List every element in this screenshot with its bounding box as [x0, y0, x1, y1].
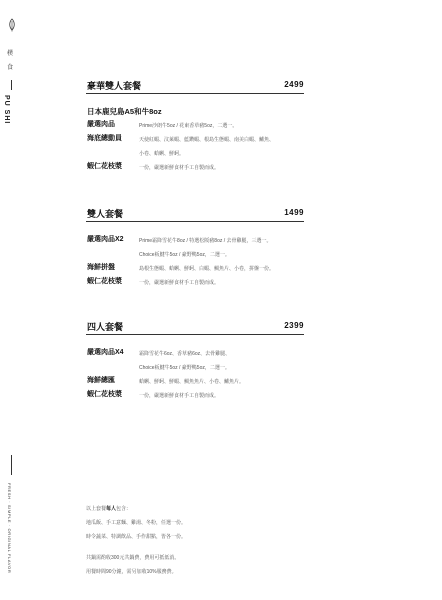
menu-item-label: 海底總動員 [87, 135, 122, 142]
menu-item-desc: Prime霜降雪花牛8oz / 特選松阪豬8oz / 去骨雞腿，三選一。 [139, 238, 272, 244]
menu-item-label: 蝦仁花枝漿 [87, 391, 122, 398]
notes-line: 用餐時間90分鐘，需另加收10%服務費。 [86, 569, 177, 575]
menu-item-desc: 小卷、蛤蜊、鮮蚵。 [139, 151, 185, 157]
menu-notes [86, 502, 186, 579]
sidebar-divider-lower [11, 455, 12, 475]
section-header [86, 320, 304, 335]
section-title: 雙人套餐 [87, 209, 124, 219]
menu-item-label: 海鮮總匯 [87, 377, 115, 384]
menu-item-desc: Choice板腱牛5oz / 豪野鴨5oz，二選一。 [139, 252, 230, 258]
menu-item-label: 海鮮拼盤 [87, 264, 115, 271]
menu-item [87, 161, 304, 175]
sidebar-divider [11, 80, 12, 90]
menu-item-desc: 一份，嚴選新鮮食材手工自製而成。 [139, 280, 220, 286]
section-price: 2399 [284, 321, 304, 330]
section-price: 1499 [284, 208, 304, 217]
menu-item-label: 蝦仁花枝漿 [87, 163, 122, 170]
section-title: 豪華雙人套餐 [87, 81, 142, 91]
notes-intro [86, 502, 186, 516]
menu-item-desc: Choice板腱牛5oz / 豪野鴨5oz，二選一。 [139, 365, 230, 371]
menu-item-label: 嚴選肉品 [87, 121, 115, 128]
section-price: 2499 [284, 80, 304, 89]
menu-item-desc: 一份，嚴選新鮮食材手工自製而成。 [139, 393, 220, 399]
menu-item-desc: 蛤蜊、鮮蚵、鮮蝦、鯛魚魚片、小卷、鱸魚片。 [139, 379, 245, 385]
notes-intro-suffix: 包含： [116, 506, 132, 512]
menu-item-label: 嚴選肉品X4 [87, 349, 124, 356]
sidebar-brand: PU SHI [3, 95, 10, 125]
menu-item-desc: 霜降雪花牛6oz、香草豬6oz、去骨雞腿、 [139, 351, 231, 357]
menu-section-couple [86, 207, 304, 290]
menu-item-desc: 島根生態蝦、蛤蜊、鮮蚵、白蝦、鯛魚片、小卷，拼盤一份。 [139, 266, 275, 272]
menu-item [87, 389, 304, 403]
sidebar [0, 0, 30, 600]
leaf-logo-icon [7, 18, 17, 32]
menu-item [87, 276, 304, 290]
menu-item-label: 蝦仁花枝漿 [87, 278, 122, 285]
notes-line: 地瓜飯、手工意麵、雞湯、冬粉，任選一份。 [86, 520, 187, 526]
menu-item [87, 347, 304, 375]
menu-item [87, 234, 304, 262]
menu-item-desc: 天使紅蝦、汶萊蝦、藍鑽蝦、根島生態蝦、南美白蝦、鱸魚、 [139, 137, 275, 143]
menu-item [87, 262, 304, 276]
menu-item [87, 133, 304, 161]
sidebar-tagline: FRESH · SIMPLE · ORIGINAL FLAVOR [7, 483, 12, 574]
sidebar-char-1: 樸 [7, 50, 14, 57]
menu-section-family [86, 320, 304, 403]
section-title: 四人套餐 [87, 322, 124, 332]
menu-item-desc: Prime沙朗牛5oz / 花東香草豬5oz，二選一。 [139, 123, 238, 129]
notes-intro-prefix: 以上套餐 [86, 506, 107, 512]
notes-line: 時令蔬菜、特調飲品、手作甜點，皆各一份。 [86, 534, 187, 540]
notes-line: 共鍋需酌收300元共鍋費，費用可抵低消。 [86, 555, 180, 561]
section-header [86, 79, 304, 94]
notes-intro-bold: 每人 [106, 506, 117, 512]
menu-item [87, 375, 304, 389]
section-header [86, 207, 304, 222]
menu-item-label: 嚴選肉品X2 [87, 236, 124, 243]
sidebar-char-2: 食 [7, 64, 14, 71]
section-subtitle: 日本鹿兒島A5和牛8oz [87, 107, 162, 116]
menu-section-deluxe-couple [86, 79, 304, 175]
menu-item-desc: 一份，嚴選新鮮食材手工自製而成。 [139, 165, 220, 171]
menu-item [87, 119, 304, 133]
